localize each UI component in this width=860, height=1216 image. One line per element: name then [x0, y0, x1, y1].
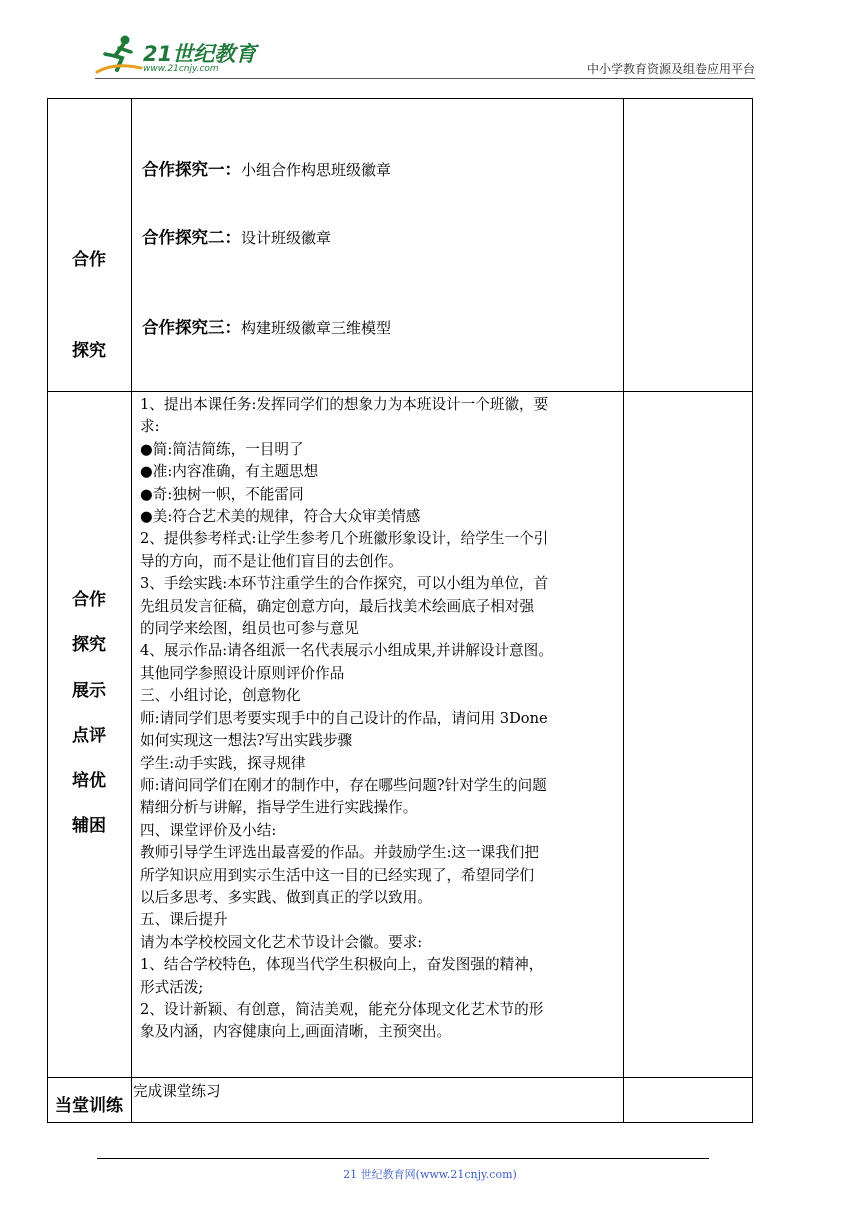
content-line: ●准:内容准确，有主题思想 — [140, 463, 319, 481]
row-label-training: 当堂训练 — [55, 1096, 123, 1116]
content-line: 象及内涵，内容健康向上,画面清晰，主预突出。 — [140, 1023, 452, 1041]
table-border-top — [47, 98, 753, 99]
content-line: 求: — [140, 418, 160, 436]
logo-url: www.21cnjy.com — [143, 64, 219, 74]
table-border-right — [752, 98, 753, 1123]
content-line: ●简:简洁简练，一目明了 — [140, 440, 304, 458]
platform-name: 中小学教育资源及组卷应用平台 — [586, 62, 755, 76]
row-label-show-5: 培优 — [72, 771, 106, 791]
row-label-show-3: 展示 — [72, 681, 106, 701]
row-label-show-6: 辅困 — [72, 816, 106, 836]
table-border-bottom — [47, 1122, 753, 1123]
content-line: 请为本学校校园文化艺术节设计会徽。要求: — [140, 933, 423, 951]
row-label-show-1: 合作 — [72, 590, 106, 610]
col-divider-2 — [623, 98, 624, 1123]
content-line: 四、课堂评价及小结: — [140, 821, 277, 839]
content-line: 4、展示作品:请各组派一名代表展示小组成果,并讲解设计意图。 — [140, 642, 553, 660]
cooperate-item-2-text: 设计班级徽章 — [241, 229, 332, 247]
content-line: 1、结合学校特色，体现当代学生积极向上，奋发图强的精神， — [140, 956, 544, 974]
logo-text: 21世纪教育 — [143, 42, 257, 66]
content-line: 教师引导学生评选出最喜爱的作品。并鼓励学生:这一课我们把 — [140, 844, 539, 862]
content-line: 三、小组讨论，创意物化 — [140, 687, 301, 705]
cooperate-item-3-title: 合作探究三： — [142, 318, 241, 337]
content-line: 导的方向，而不是让他们盲目的去创作。 — [140, 552, 403, 570]
cooperate-item-3-text: 构建班级徽章三维模型 — [241, 319, 392, 337]
row-label-show-2: 探究 — [72, 635, 106, 655]
content-line: ●奇:独树一帜，不能雷同 — [140, 485, 304, 503]
content-line: 学生:动手实践，探寻规律 — [140, 754, 306, 772]
cooperate-item-2 — [142, 224, 331, 248]
content-line: 1、提出本课任务:发挥同学们的想象力为本班设计一个班徽，要 — [140, 396, 549, 413]
training-text: 完成课堂练习 — [133, 1083, 221, 1100]
row-label-cooperate-1: 合作 — [72, 250, 106, 270]
row-label-show-4: 点评 — [72, 726, 106, 746]
cooperate-item-3 — [142, 314, 391, 338]
content-line: 2、设计新颖、有创意，简洁美观，能充分体现文化艺术节的形 — [140, 1000, 544, 1018]
col-divider-1 — [131, 98, 132, 1123]
content-line: 师:请同学们思考要实现手中的自己设计的作品，请问用 3Done — [140, 709, 548, 727]
content-line: 师:请问同学们在刚才的制作中，存在哪些问题?针对学生的问题 — [140, 776, 547, 794]
content-line: 3、手绘实践:本环节注重学生的合作探究，可以小组为单位，首 — [140, 575, 549, 593]
footer-divider — [97, 1158, 709, 1159]
show-content — [140, 394, 620, 1044]
content-line: 如何实现这一想法?写出实践步骤 — [140, 732, 353, 750]
row-divider-1 — [47, 391, 753, 392]
content-line: 所学知识应用到实示生活中这一目的已经实现了，希望同学们 — [140, 866, 535, 884]
cooperate-item-1-title: 合作探究一： — [142, 160, 241, 179]
content-line: 以后多思考、多实践、做到真正的学以致用。 — [140, 888, 432, 906]
content-line: 2、提供参考样式:让学生参考几个班徽形象设计，给学生一个引 — [140, 530, 549, 548]
row-divider-2 — [47, 1077, 753, 1078]
content-line: 五、课后提升 — [140, 911, 228, 929]
row-label-cooperate-2: 探究 — [72, 341, 106, 361]
content-line: ●美:符合艺术美的规律，符合大众审美情感 — [140, 508, 421, 526]
content-line: 先组员发言征稿，确定创意方向，最后找美术绘画底子相对强 — [140, 597, 535, 615]
cooperate-item-1-text: 小组合作构思班级徽章 — [241, 161, 392, 179]
content-line: 其他同学参照设计原则评价作品 — [140, 664, 345, 682]
content-line: 的同学来绘图，组员也可参与意见 — [140, 620, 359, 638]
cooperate-item-2-title: 合作探究二： — [142, 228, 241, 247]
footer-text: 21 世纪教育网(www.21cnjy.com) — [343, 1168, 517, 1181]
content-line: 形式活泼; — [140, 978, 204, 996]
content-line: 精细分析与讲解，指导学生进行实践操作。 — [140, 799, 418, 817]
cooperate-item-1 — [142, 156, 391, 180]
